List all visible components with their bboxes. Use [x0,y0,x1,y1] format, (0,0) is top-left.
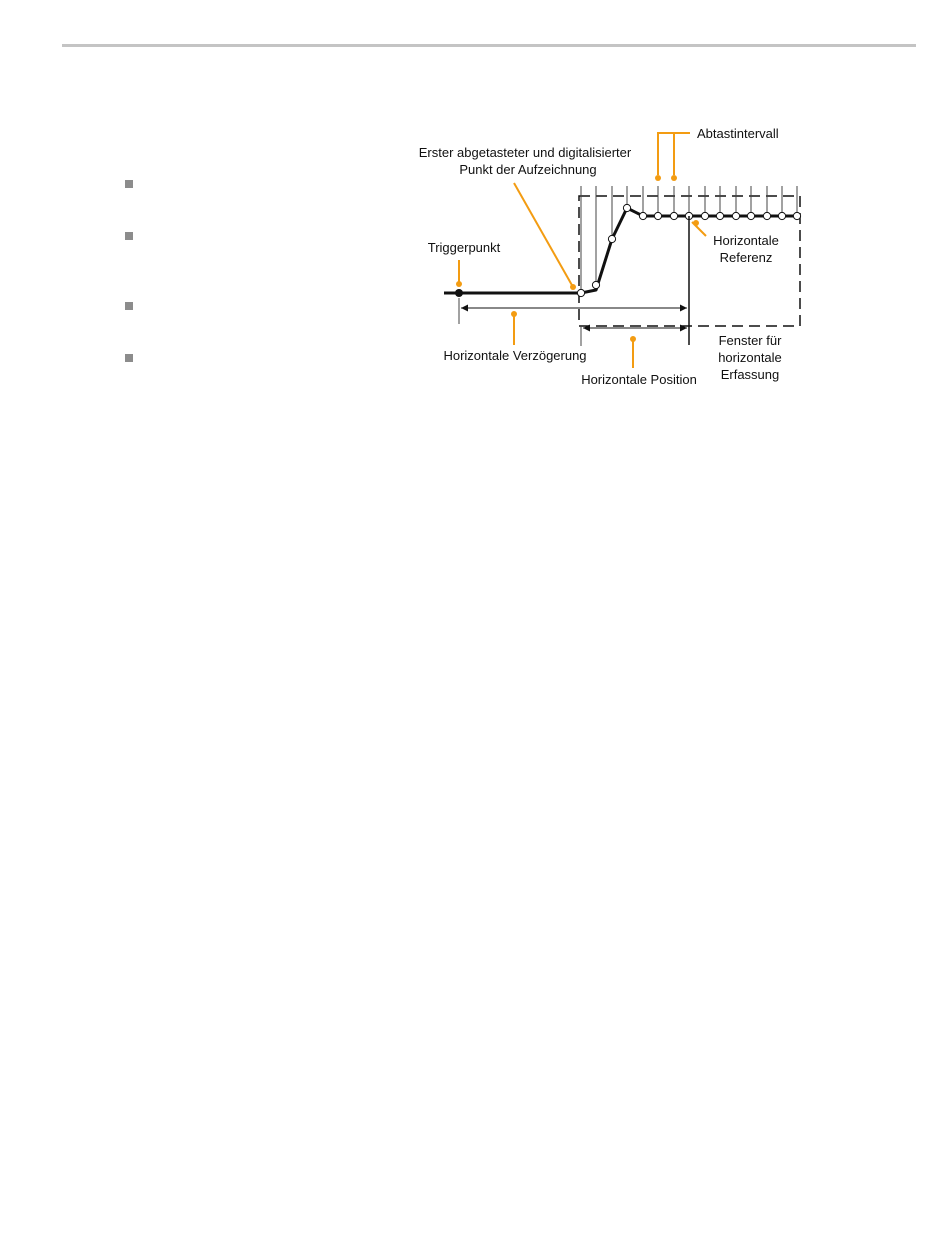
sample-point [732,212,739,219]
sample-point [623,204,630,211]
first-point-leader [514,183,573,287]
sample-point [639,212,646,219]
horizontal-reference-label-line2: Referenz [719,250,773,265]
horizontal-position-label: Horizontale Position [581,372,697,387]
callout-dot [693,220,699,226]
callout-dot [655,175,661,181]
sample-point [763,212,770,219]
sample-point [608,235,615,242]
sample-point [592,281,599,288]
callout-dot [630,336,636,342]
first-point-label-line1: Erster abgetasteter und digitalisierter [418,145,632,160]
horizontal-reference-label-line1: Horizontale [713,233,779,248]
sample-point [778,212,785,219]
callout-dot [671,175,677,181]
callout-dot [570,284,576,290]
sample-point [701,212,708,219]
sample-point [654,212,661,219]
trigger-point-label: Triggerpunkt [427,240,501,255]
first-point-label-line2: Punkt der Aufzeichnung [459,162,597,177]
acquisition-window-label-line1: Fenster für [718,333,782,348]
sample-point [577,289,584,296]
sample-point [670,212,677,219]
sample-point [793,212,800,219]
horizontal-delay-label: Horizontale Verzögerung [443,348,587,363]
trigger-point-marker [455,289,463,297]
callout-dot [511,311,517,317]
acquisition-window-label-line3: Erfassung [720,367,780,382]
sample-interval-label: Abtastintervall [697,126,779,141]
acquisition-window-label-line2: horizontale [718,350,782,365]
sample-point [747,212,754,219]
sample-interval-bracket [658,133,682,175]
sample-point [716,212,723,219]
callout-dot [456,281,462,287]
